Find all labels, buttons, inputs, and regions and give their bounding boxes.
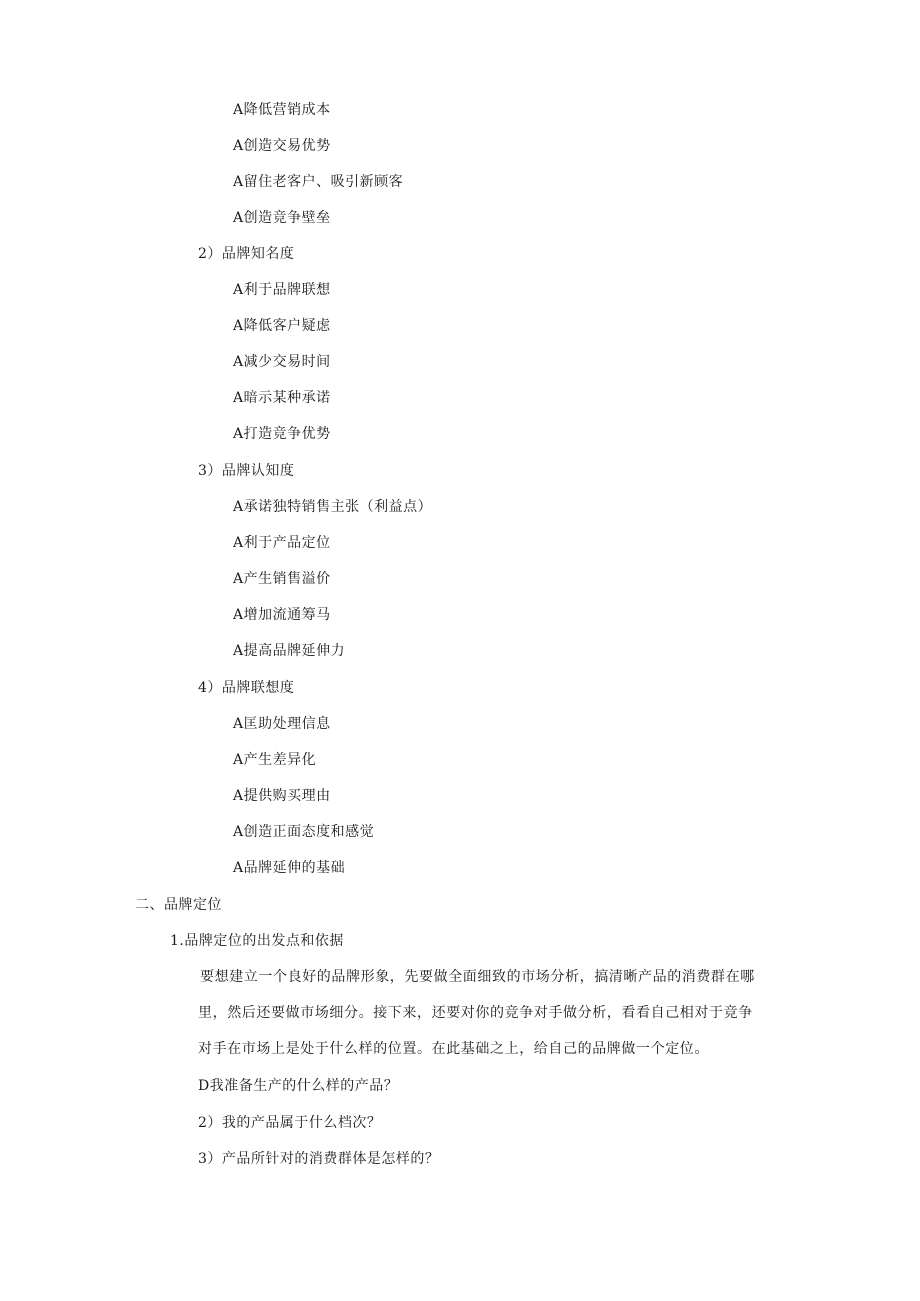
paragraph-line: 里，然后还要做市场细分。接下来，还要对你的竞争对手做分析，看看自己相对于竞争	[198, 1005, 753, 1021]
list-item: A提高品牌延伸力	[233, 643, 346, 659]
list-item: A留住老客户、吸引新顾客	[233, 174, 404, 190]
list-item: A利于产品定位	[233, 535, 331, 551]
list-item: A创造竞争壁垒	[233, 210, 331, 226]
list-heading: 4）品牌联想度	[198, 680, 295, 696]
list-item: A降低营销成本	[233, 102, 331, 118]
list-item: A产生差异化	[233, 752, 317, 768]
list-item: A利于品牌联想	[233, 282, 331, 298]
paragraph-line: 要想建立一个良好的品牌形象，先要做全面细致的市场分析，搞清晰产品的消费群在哪	[200, 969, 755, 985]
subsection-heading: 1.品牌定位的出发点和依据	[170, 933, 344, 949]
section-heading: 二、品牌定位	[135, 897, 222, 913]
list-item: A降低客户疑虑	[233, 318, 331, 334]
list-item: A增加流通筹马	[233, 607, 331, 623]
list-item: A暗示某种承诺	[233, 390, 331, 406]
list-heading: 3）品牌认知度	[198, 463, 295, 479]
question-item: 2）我的产品属于什么档次？	[198, 1115, 382, 1131]
list-item: A产生销售溢价	[233, 571, 331, 587]
list-item: A打造竞争优势	[233, 426, 331, 442]
question-item: 3）产品所针对的消费群体是怎样的？	[198, 1151, 440, 1167]
question-item: D我准备生产的什么样的产品？	[198, 1078, 399, 1094]
list-item: A承诺独特销售主张（利益点）	[233, 499, 433, 515]
list-item: A匡助处理信息	[233, 716, 331, 732]
list-item: A减少交易时间	[233, 354, 331, 370]
list-item: A品牌延伸的基础	[233, 860, 346, 876]
list-heading: 2）品牌知名度	[198, 246, 295, 262]
list-item: A创造正面态度和感觉	[233, 824, 375, 840]
list-item: A创造交易优势	[233, 138, 331, 154]
list-item: A提供购买理由	[233, 788, 331, 804]
paragraph-line: 对手在市场上是处于什么样的位置。在此基础之上，给自己的品牌做一个定位。	[198, 1041, 709, 1057]
body-paragraph	[200, 959, 780, 1067]
